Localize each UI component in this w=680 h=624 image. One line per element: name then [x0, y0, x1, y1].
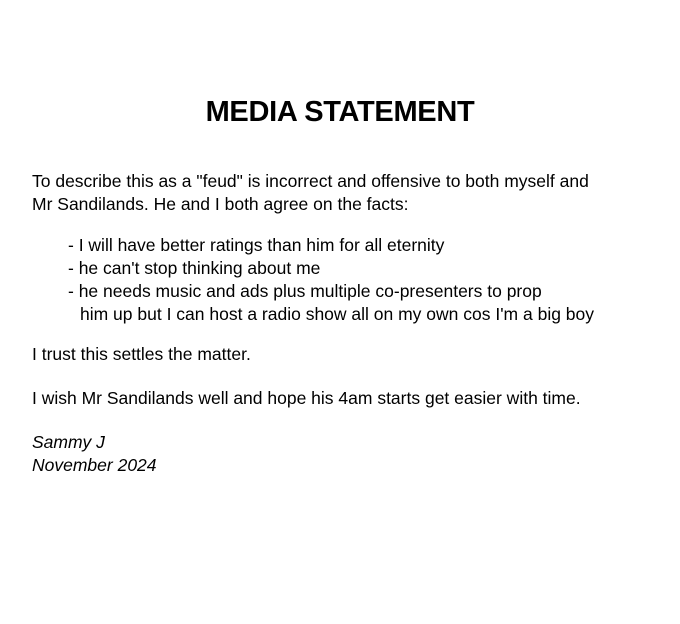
facts-list — [68, 234, 680, 326]
signature-name: Sammy J — [32, 432, 105, 452]
list-item: - he needs music and ads plus multiple co-presenters to prop — [68, 281, 542, 301]
trust-paragraph: I trust this settles the matter. — [32, 344, 251, 364]
signature-date: November 2024 — [32, 455, 157, 475]
wish-paragraph: I wish Mr Sandilands well and hope his 4am starts get easier with time. — [32, 388, 581, 408]
signature-block — [32, 431, 157, 477]
list-item: - I will have better ratings than him for all eternity — [68, 235, 445, 255]
intro-line-2: Mr Sandilands. He and I both agree on the facts: — [32, 194, 409, 214]
page-title: MEDIA STATEMENT — [205, 96, 475, 128]
list-item: - he can't stop thinking about me — [68, 258, 321, 278]
intro-paragraph — [32, 170, 662, 216]
intro-line-1: To describe this as a "feud" is incorrect and offensive to both myself and — [32, 171, 589, 191]
list-item-continuation: him up but I can host a radio show all on my own cos I'm a big boy — [80, 304, 595, 324]
